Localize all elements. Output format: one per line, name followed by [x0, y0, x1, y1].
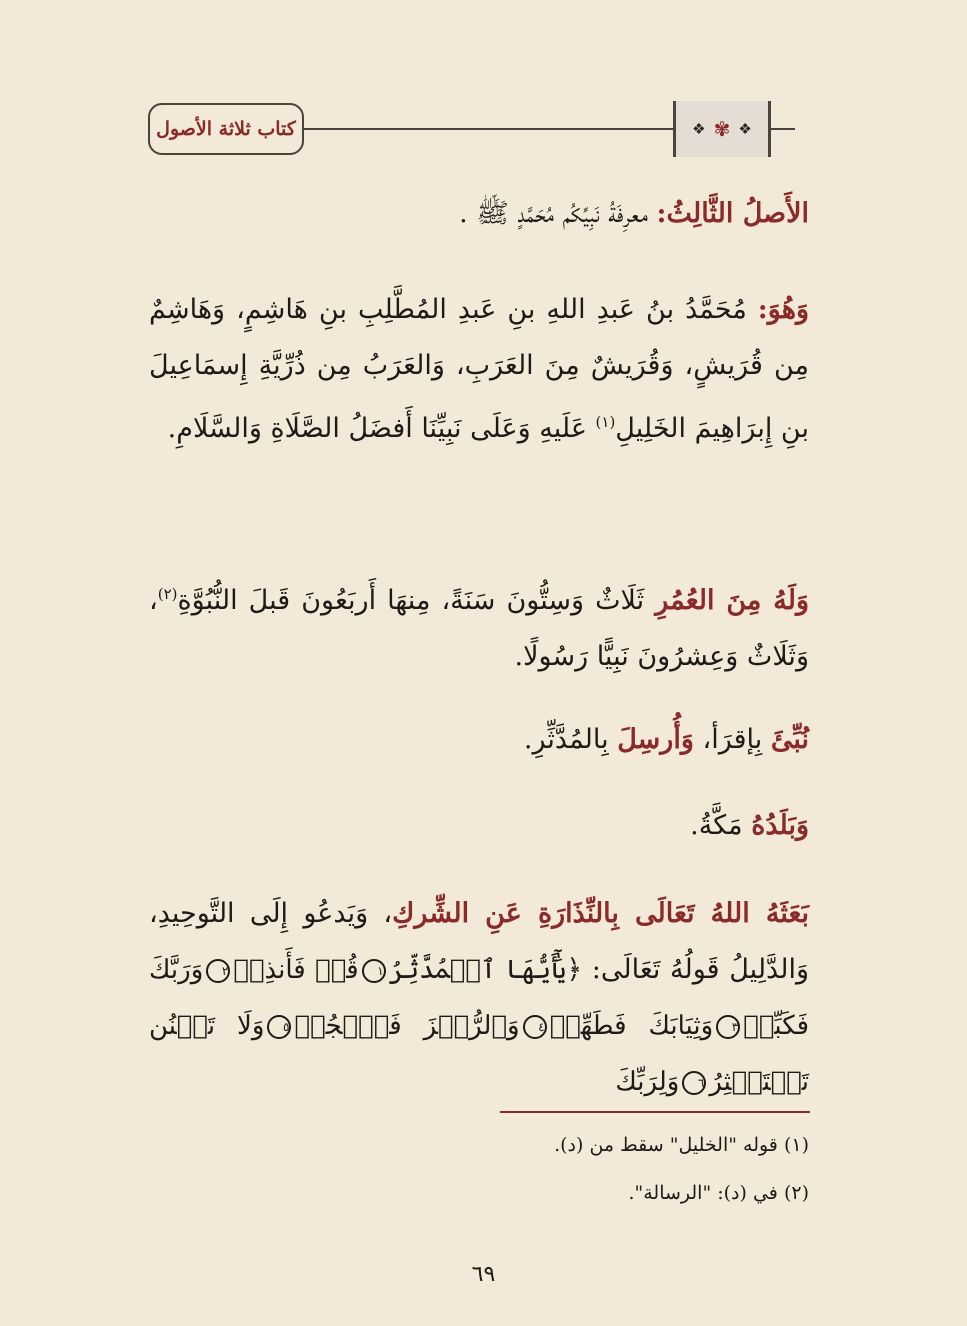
- quran-verse: قُمۡ فَأَنذِرۡ: [233, 955, 359, 985]
- heading-label: الأَصلُ الثَّالِثُ:: [656, 198, 809, 229]
- footnote-separator: [500, 1111, 810, 1113]
- paragraph-lead: وَهُوَ:: [757, 294, 809, 325]
- paragraph-mission: [149, 886, 809, 1110]
- paragraph-text: مَكَّةُ.: [690, 810, 752, 841]
- quran-verse: وَلَا تَمۡنُن تَسۡتَكۡثِرُ: [149, 1011, 809, 1097]
- paragraph-lead: وَلَهُ مِنَ العُمُرِ: [655, 585, 809, 616]
- quran-verse: وَثِيَابَكَ فَطَهِّرۡ: [549, 1011, 714, 1041]
- paragraph-lead: وَبَلَدُهُ: [751, 810, 809, 841]
- paragraph-lead: نُبِّئَ: [770, 724, 809, 755]
- quran-verse: وَرَبَّكَ فَكَبِّرۡ: [149, 955, 810, 1041]
- ayah-number-icon: ٣: [716, 1015, 740, 1039]
- paragraph-text: مُحَمَّدُ بنُ عَبدِ اللهِ بنِ عَبدِ المُطَّلِبِ بنِ هَاشِمٍ، وَهَاشِمٌ مِن قُرَيشٍ، وَقُرَيشٌ مِنَ العَرَبِ، وَالعَرَبُ مِن ذُرِّيَّةِ إِسمَاعِيلَ بنِ إِبرَاهِيمَ الخَلِيلِ: [149, 294, 809, 444]
- footnote-ref-1: (١): [595, 413, 616, 431]
- quran-verse: يَٰٓأَيُّهَا ٱلۡمُدَّثِّرُ: [388, 955, 567, 985]
- header-rule-right: [771, 128, 795, 130]
- ayah-number-icon: ٦: [682, 1071, 706, 1095]
- paragraph-lead: بَعَثَهُ اللهُ تَعَالَى بِالنِّذَارَةِ عَنِ الشِّركِ: [392, 898, 810, 929]
- paragraph-city: [149, 798, 809, 854]
- paragraph-text: ، وَثَلَاثٌ وَعِشرُونَ نَبِيًّا رَسُولًا.: [149, 585, 809, 672]
- ayah-number-icon: ٥: [267, 1015, 291, 1039]
- footnote-2: [149, 1182, 809, 1204]
- paragraph-lead: وَأُرسِلَ: [617, 724, 694, 755]
- ornament-center-icon: ✾: [713, 117, 731, 141]
- ayah-number-icon: ١: [362, 959, 386, 983]
- header-ornament: [673, 101, 771, 157]
- quran-verse: وَلِرَبِّكَ: [615, 1067, 680, 1097]
- section-heading: [149, 186, 809, 242]
- running-title: كتاب ثلاثة الأصول: [148, 103, 304, 155]
- paragraph-text: عَلَيهِ وَعَلَى نَبِيِّنَا أَفضَلُ الصَّلَاةِ وَالسَّلَامِ.: [167, 413, 596, 444]
- paragraph-text: بِالمُدَّثِّرِ.: [523, 724, 618, 755]
- header-rule-left: [304, 128, 673, 130]
- paragraph-prophethood: [149, 712, 809, 768]
- ayah-number-icon: ٤: [523, 1015, 547, 1039]
- page-number: ٦٩: [471, 1262, 496, 1287]
- heading-text: معرِفَةُ نَبِيِّكُم مُحَمَّدٍ ﷺ .: [459, 198, 657, 229]
- footnote-number: (١): [783, 1134, 809, 1156]
- ornament-right-icon: ❖: [738, 120, 752, 138]
- ayah-number-icon: ٢: [206, 959, 230, 983]
- paragraph-age: [149, 566, 809, 685]
- footnote-text: قوله "الخليل" سقط من (د).: [554, 1134, 778, 1156]
- ornament-left-icon: ❖: [692, 120, 706, 138]
- paragraph-text: ثَلَاثٌ وَسِتُّونَ سَنَةً، مِنهَا أَربَعُونَ قَبلَ النُّبُوَّةِ: [177, 585, 656, 616]
- footnote-1: [149, 1134, 809, 1156]
- footnote-text: في (د): "الرسالة".: [628, 1182, 778, 1204]
- paragraph-text: بِإقرَأ،: [693, 724, 771, 755]
- footnote-ref-2: (٢): [157, 585, 178, 603]
- paragraph-lineage: [149, 282, 809, 457]
- quran-verse: وَٱلرُّجۡزَ فَٱهۡجُرۡ: [294, 1011, 520, 1041]
- footnote-number: (٢): [783, 1182, 809, 1204]
- paragraph-text: ، وَيَدعُو إِلَى التَّوحِيدِ، وَالدَّلِيلُ قَولُهُ تَعَالَى: ﴿: [149, 898, 809, 985]
